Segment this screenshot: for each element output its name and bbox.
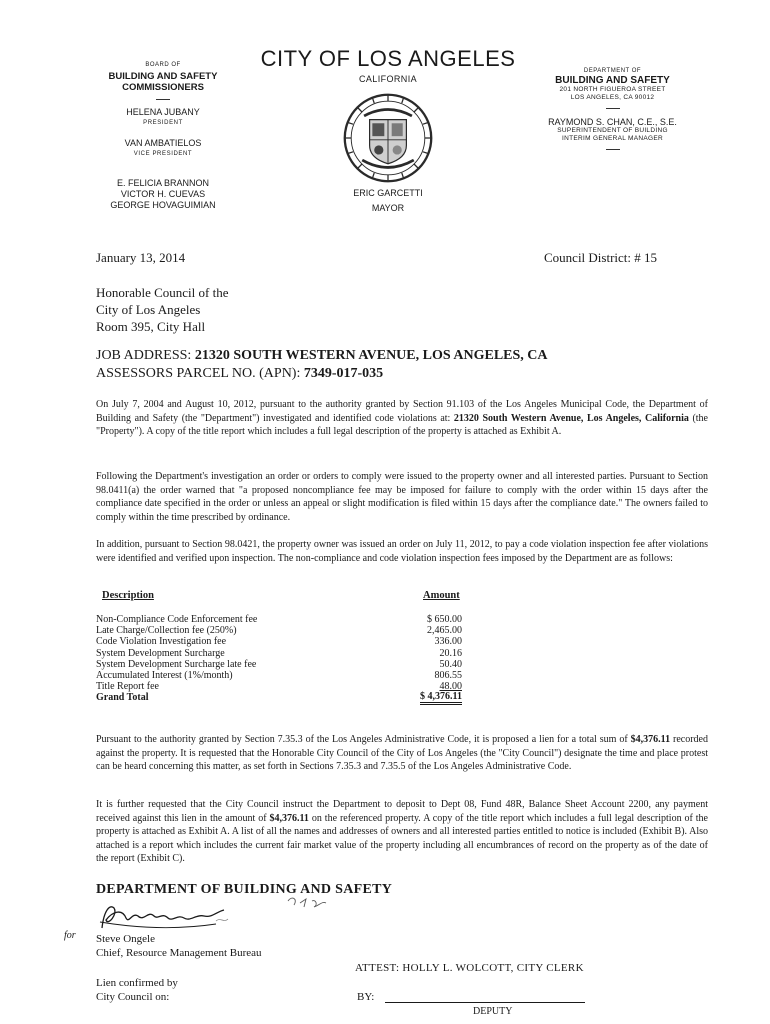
fee-description: System Development Surcharge (96, 647, 225, 659)
p4-text-c: recorded against the property. It is requested that the Honorable City Council of the City of Los Angeles (the "City Council") designate the time and place protest can be heard concerning this matter, as set forth in Sections 7.35.3 and 7.35.5 of the Los Angeles Administrative Code. (96, 734, 708, 773)
gm-title-2: INTERIM GENERAL MANAGER (562, 135, 663, 142)
city-state: CALIFORNIA (358, 74, 417, 84)
paragraph-fees: In addition, pursuant to Section 98.0421, the property owner was issued an order on July 11, 2012, to pay a code violation inspection fee after violations were identified and verified upon inspection. The non-compliance and code violation inspection fees imposed by the Department are as follows: (96, 539, 708, 564)
p1-property: 21320 South Western Avenue, Los Angeles, California (453, 412, 689, 424)
mayor-title: MAYOR (371, 203, 405, 213)
fee-amount: 48.00 (439, 681, 462, 693)
fee-amount: 2,465.00 (427, 625, 462, 637)
description-header: Description (102, 590, 154, 601)
paragraph-deposit (96, 798, 708, 866)
fee-description: Accumulated Interest (1%/month) (96, 669, 233, 681)
fee-description: System Development Surcharge late fee (96, 658, 257, 670)
fee-amount: 336.00 (434, 636, 462, 648)
vp-name: VAN AMBATIELOS (124, 138, 202, 148)
city-title: CITY OF LOS ANGELES (260, 46, 516, 71)
p4-amount: $4,376.11 (630, 734, 671, 745)
job-address: 21320 SOUTH WESTERN AVENUE, LOS ANGELES, CA (194, 348, 548, 363)
street-address: 201 NORTH FIGUEROA STREET (559, 86, 666, 93)
p4-text-a: Pursuant to the authority granted by Section 7.35.3 of the Los Angeles Administrative Code, it is proposed a lien for a total sum of (96, 734, 631, 745)
job-address-block (96, 347, 716, 383)
board-of: BOARD OF (145, 62, 181, 68)
signature-line (385, 1002, 585, 1003)
lien-line-2: City Council on: (96, 991, 170, 1003)
lien-confirmation (96, 976, 178, 1004)
fee-description: Code Violation Investigation fee (96, 636, 227, 648)
p5-text-a: It is further requested that the City Council instruct the Department to deposit to Dept 08, Fund 48R, Balance Sheet Account 2200, any payment received against this lien in the amount of (96, 799, 708, 824)
deputy-label: DEPUTY (473, 1006, 513, 1017)
signer-title: Chief, Resource Management Bureau (96, 947, 262, 959)
table-row (96, 625, 496, 636)
signed-for-mark: for (64, 930, 76, 941)
vp-title: VICE PRESIDENT (133, 151, 193, 157)
signer-block (96, 932, 262, 960)
addressee-line-3: Room 395, City Hall (96, 319, 206, 334)
member-2: VICTOR H. CUEVAS (120, 189, 206, 199)
lien-line-1: Lien confirmed by (96, 977, 178, 989)
table-row (96, 636, 496, 647)
paragraph-lien (96, 733, 708, 774)
initial-mark (180, 891, 340, 931)
board-block (88, 60, 238, 211)
city-zip: LOS ANGELES, CA 90012 (570, 94, 655, 101)
signer-name: Steve Ongele (96, 933, 155, 945)
department-of: DEPARTMENT OF (583, 68, 642, 74)
apn-label: ASSESSORS PARCEL NO. (APN): (96, 366, 304, 381)
board-line1: BUILDING AND SAFETY (108, 71, 218, 82)
member-3: GEORGE HOVAGUIMIAN (110, 200, 216, 210)
addressee-line-1: Honorable Council of the (96, 285, 229, 300)
p1-text-a: On July 7, 2004 and August 10, 2012, pursuant to the authority granted by Section 91.103 of the Los Angeles Municipal Code, the Department of Building and Safety (the "Department") investigated and identified code violations at: (96, 399, 708, 424)
member-1: E. FELICIA BRANNON (116, 178, 210, 188)
grand-total-label: Grand Total (96, 692, 149, 704)
job-address-label: JOB ADDRESS: (96, 348, 195, 363)
fee-table-header (96, 590, 496, 614)
fee-description: Non-Compliance Code Enforcement fee (96, 614, 258, 625)
divider (156, 99, 170, 100)
council-district: Council District: # 15 (544, 250, 658, 265)
fee-amount: 806.55 (434, 669, 462, 681)
paragraph-orders: Following the Department's investigation an order or orders to comply were issued to the property owner and all interested parties. Pursuant to Section 98.0411(a) the order warned that "a proposed noncompliance fee may be imposed for failure to comply with the order within 15 days after the compliance date specified in the order or unless an appeal or slight modification is filed within 15 days after the compliance date." The owners failed to comply within the time prescribed by ordinance. (96, 471, 708, 523)
fee-description: Title Report fee (96, 681, 159, 693)
amount-header: Amount (423, 590, 460, 601)
department-signature-heading: DEPARTMENT OF BUILDING AND SAFETY (96, 882, 393, 897)
president-title: PRESIDENT (143, 120, 183, 126)
divider (606, 149, 620, 150)
fee-amount: 20.16 (439, 647, 462, 659)
addressee (96, 284, 229, 335)
fee-table (96, 590, 496, 704)
table-row (96, 659, 496, 670)
city-block (258, 46, 518, 214)
grand-total-row (96, 692, 496, 703)
divider (606, 108, 620, 109)
addressee-line-2: City of Los Angeles (96, 302, 201, 317)
department-name: BUILDING AND SAFETY (555, 75, 670, 86)
letter-date: January 13, 2014 (96, 250, 186, 265)
fee-amount: 50.40 (439, 658, 462, 670)
table-row (96, 614, 496, 625)
apn-number: 7349-017-035 (303, 366, 384, 381)
by-label: BY: (357, 991, 375, 1003)
p5-amount: $4,376.11 (269, 812, 309, 824)
fee-description: Late Charge/Collection fee (250%) (96, 625, 237, 637)
mayor-name: ERIC GARCETTI (353, 188, 423, 198)
board-line2: COMMISSIONERS (122, 82, 204, 93)
table-row (96, 670, 496, 681)
gm-name: RAYMOND S. CHAN, C.E., S.E. (548, 117, 677, 127)
fee-amount: $ 650.00 (427, 614, 462, 625)
president-name: HELENA JUBANY (126, 107, 200, 117)
attest-line: ATTEST: HOLLY L. WOLCOTT, CITY CLERK (355, 962, 584, 974)
department-block (520, 66, 705, 158)
table-row (96, 648, 496, 659)
paragraph-investigation (96, 398, 708, 439)
p1-text-c: (the "Property"). A copy of the title report which includes a full legal description of the property is attached as Exhibit A. (96, 412, 708, 438)
gm-title-1: SUPERINTENDENT OF BUILDING (557, 127, 668, 134)
grand-total-amount: $ 4,376.11 (420, 692, 462, 705)
city-seal-icon (342, 92, 434, 184)
p5-text-c: on the referenced property. A copy of the title report which includes a full legal description of the property is attached as Exhibit A. A list of all the names and addresses of owners and all interested parties entitled to notice is included (Exhibit B). Also attached is a report which includes the current fair market value of the property including all encumbrances of record on the property as of the date of the report (Exhibit C). (96, 812, 708, 865)
